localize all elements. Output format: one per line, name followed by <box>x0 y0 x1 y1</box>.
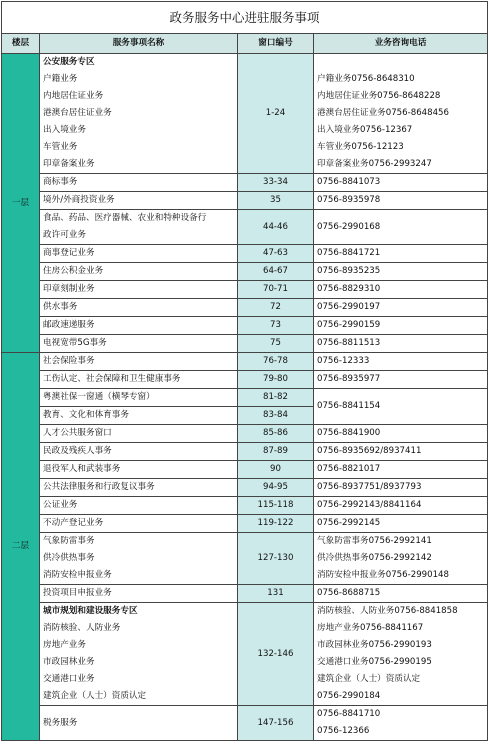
window-number: 87-89 <box>238 443 314 461</box>
zone-title: 城市规划和建设服务专区 <box>43 606 138 616</box>
window-number: 33-34 <box>238 174 314 192</box>
phone-line: 印章备案业务0756-2993247 <box>317 159 432 169</box>
service-subitem: 供冷供热事务 <box>43 553 95 563</box>
phone-line <box>317 54 484 71</box>
service-name: 投资项目申报业务 <box>40 585 238 603</box>
phone-cell: 0756-8841073 <box>314 174 488 192</box>
table-row <box>2 263 488 281</box>
table-row <box>2 603 488 706</box>
header-phone: 业务咨询电话 <box>314 34 488 54</box>
service-name: 民政及残疾人事务 <box>40 443 238 461</box>
window-number: 132-146 <box>238 603 314 706</box>
phone-cell <box>314 533 488 585</box>
service-name: 境外/外商投资业务 <box>40 192 238 210</box>
table-row <box>2 371 488 389</box>
phone-cell: 0756-8841154 <box>314 389 488 425</box>
header-row <box>2 34 488 54</box>
service-subitem: 交通港口业务 <box>43 674 95 684</box>
window-number: 72 <box>238 299 314 317</box>
service-name: 商标事务 <box>40 174 238 192</box>
phone-line: 户籍业务0756-8648310 <box>317 74 415 84</box>
service-name-line: 政许可业务 <box>43 230 86 240</box>
phone-cell: 0756-8841900 <box>314 425 488 443</box>
phone-cell: 0756-8841721 <box>314 245 488 263</box>
phone-cell: 0756-8821017 <box>314 461 488 479</box>
phone-line: 房地产业务0756-8841167 <box>317 623 424 633</box>
window-number: 79-80 <box>238 371 314 389</box>
window-number: 73 <box>238 317 314 335</box>
table-row <box>2 479 488 497</box>
phone-cell: 0756-8688715 <box>314 585 488 603</box>
service-subitem: 内地居住证业务 <box>43 91 104 101</box>
service-subitem: 车管业务 <box>43 142 78 152</box>
table-row <box>2 585 488 603</box>
service-name-line: 食品、药品、医疗器械、农业和特种设备行 <box>43 213 207 223</box>
service-name: 印章刻制业务 <box>40 281 238 299</box>
phone-line: 交通港口业务0756-2990195 <box>317 657 432 667</box>
phone-cell: 0756-2992143/8841164 <box>314 497 488 515</box>
phone-cell: 0756-2990168 <box>314 210 488 245</box>
window-number: 94-95 <box>238 479 314 497</box>
service-subitem: 出入境业务 <box>43 125 86 135</box>
phone-line: 车管业务0756-12123 <box>317 142 404 152</box>
service-name: 退役军人和武装事务 <box>40 461 238 479</box>
service-name: 教育、文化和体育事务 <box>40 407 238 425</box>
phone-line: 内地居住证业务0756-8648228 <box>317 91 441 101</box>
service-name: 工伤认定、社会保障和卫生健康事务 <box>40 371 238 389</box>
window-number: 64-67 <box>238 263 314 281</box>
phone-cell: 0756-2990159 <box>314 317 488 335</box>
service-table <box>1 1 488 741</box>
service-name <box>40 210 238 245</box>
phone-line: 气象防雷事务0756-2992141 <box>317 536 432 546</box>
phone-cell <box>314 54 488 174</box>
service-subitem: 建筑企业（人士）资质认定 <box>43 691 147 701</box>
window-number: 75 <box>238 335 314 353</box>
table-row <box>2 317 488 335</box>
window-number: 90 <box>238 461 314 479</box>
window-number: 127-130 <box>238 533 314 585</box>
service-name: 人才公共服务窗口 <box>40 425 238 443</box>
window-number: 35 <box>238 192 314 210</box>
table-row <box>2 192 488 210</box>
service-name: 税务服务 <box>40 706 238 741</box>
zone-title: 公安服务专区 <box>43 57 95 67</box>
service-name: 电视宽带5G事务 <box>40 335 238 353</box>
phone-cell: 0756-8937751/8937793 <box>314 479 488 497</box>
table-row <box>2 389 488 407</box>
phone-line: 出入境业务0756-12367 <box>317 125 413 135</box>
service-name <box>40 54 238 174</box>
phone-line: 市政园林业务0756-2990193 <box>317 640 432 650</box>
table-row <box>2 299 488 317</box>
header-window: 窗口编号 <box>238 34 314 54</box>
table-row <box>2 461 488 479</box>
service-subitem: 房地产业务 <box>43 640 86 650</box>
phone-line: 0756-12366 <box>317 726 370 736</box>
phone-line: 消防核验、人防业务0756-8841858 <box>317 606 458 616</box>
service-subitem: 印章备案业务 <box>43 159 95 169</box>
table-row <box>2 533 488 585</box>
table-row <box>2 54 488 174</box>
window-number: 147-156 <box>238 706 314 741</box>
service-subitem: 港澳台居住证业务 <box>43 108 112 118</box>
service-name: 粤澳社保一窗通（横琴专窗） <box>40 389 238 407</box>
window-number: 85-86 <box>238 425 314 443</box>
window-number: 1-24 <box>238 54 314 174</box>
phone-line: 供冷供热事务0756-2992142 <box>317 553 432 563</box>
service-name: 邮政速递服务 <box>40 317 238 335</box>
table-row <box>2 497 488 515</box>
window-number: 119-122 <box>238 515 314 533</box>
header-name: 服务事项名称 <box>40 34 238 54</box>
service-name: 商事登记业务 <box>40 245 238 263</box>
window-number: 83-84 <box>238 407 314 425</box>
table-row <box>2 706 488 741</box>
service-subitem: 户籍业务 <box>43 74 78 84</box>
header-floor: 楼层 <box>2 34 40 54</box>
phone-cell: 0756-8811513 <box>314 335 488 353</box>
service-name: 不动产登记业务 <box>40 515 238 533</box>
table-row <box>2 281 488 299</box>
table-row <box>2 425 488 443</box>
table-row <box>2 515 488 533</box>
phone-line: 建筑企业（人士）资质认定 <box>317 674 421 684</box>
phone-cell: 0756-8829310 <box>314 281 488 299</box>
table-row <box>2 353 488 371</box>
table-row <box>2 245 488 263</box>
phone-line: 港澳台居住证业务0756-8648456 <box>317 108 449 118</box>
service-name: 供水事务 <box>40 299 238 317</box>
floor-2-label: 二层 <box>2 353 40 741</box>
phone-cell <box>314 706 488 741</box>
phone-cell: 0756-8935977 <box>314 371 488 389</box>
window-number: 76-78 <box>238 353 314 371</box>
window-number: 47-63 <box>238 245 314 263</box>
phone-line: 0756-2990184 <box>317 691 381 701</box>
window-number: 81-82 <box>238 389 314 407</box>
window-number: 70-71 <box>238 281 314 299</box>
service-subitem: 市政园林业务 <box>43 657 95 667</box>
phone-cell: 0756-12333 <box>314 353 488 371</box>
phone-cell <box>314 603 488 706</box>
service-subitem: 消防安检申报业务 <box>43 570 112 580</box>
phone-line: 消防安检申报业务0756-2990148 <box>317 570 449 580</box>
service-name <box>40 603 238 706</box>
table-row <box>2 443 488 461</box>
phone-cell: 0756-8935692/8937411 <box>314 443 488 461</box>
service-name <box>40 533 238 585</box>
floor-1-label: 一层 <box>2 54 40 353</box>
table-row <box>2 210 488 245</box>
table-row <box>2 174 488 192</box>
table-title: 政务服务中心进驻服务事项 <box>2 2 488 34</box>
phone-line: 0756-8841710 <box>317 709 381 719</box>
window-number: 131 <box>238 585 314 603</box>
phone-cell: 0756-2990197 <box>314 299 488 317</box>
phone-cell: 0756-2992145 <box>314 515 488 533</box>
service-name: 公共法律服务和行政复议事务 <box>40 479 238 497</box>
window-number: 115-118 <box>238 497 314 515</box>
service-subitem: 消防核验、人防业务 <box>43 623 121 633</box>
service-name: 住房公积金业务 <box>40 263 238 281</box>
service-subitem: 气象防雷事务 <box>43 536 95 546</box>
service-name: 社会保险事务 <box>40 353 238 371</box>
window-number: 44-46 <box>238 210 314 245</box>
service-name: 公证业务 <box>40 497 238 515</box>
phone-cell: 0756-8935235 <box>314 263 488 281</box>
phone-cell: 0756-8935978 <box>314 192 488 210</box>
table-row <box>2 335 488 353</box>
